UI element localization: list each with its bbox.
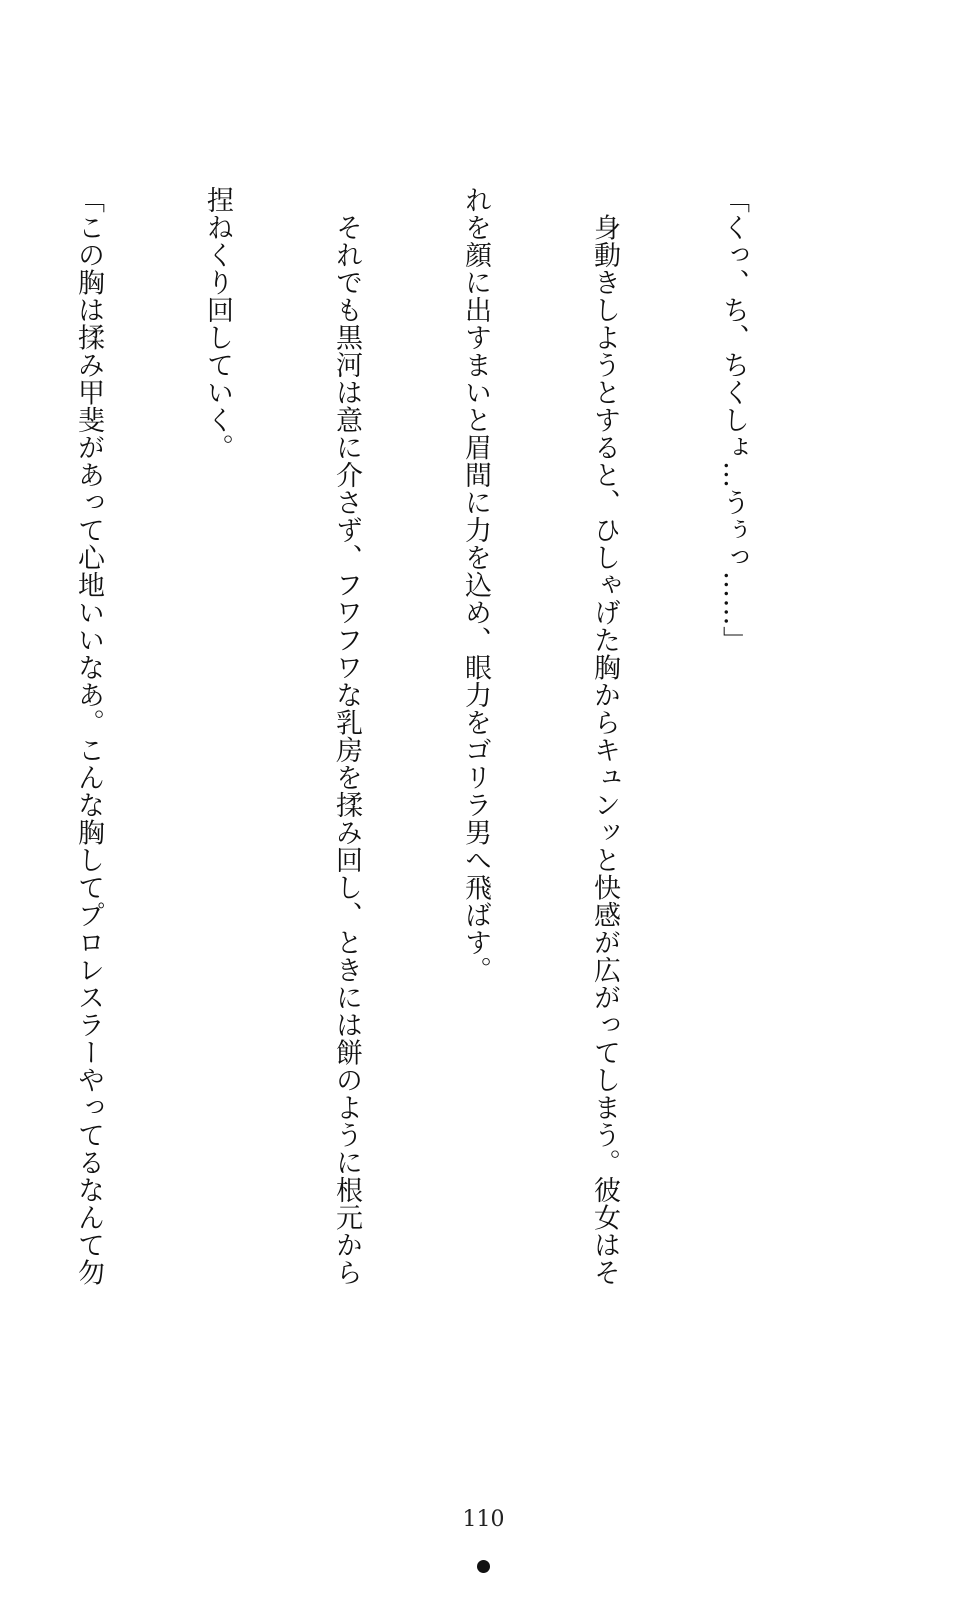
text-line: 「くっ、ち、ちくしょ…うぅっ……」 [718,186,749,654]
text-line: 身動きしようとすると、ひしゃげた胸からキュンッと快感が広がってしまう。彼女はそ [589,186,620,1286]
text-line: れを顔に出すまいと眉間に力を込め、眼力をゴリラ男へ飛ばす。 [460,186,491,984]
text-line: 「この胸は揉み甲斐があって心地いいなあ。こんな胸してプロレスラーやってるなんて勿 [73,186,104,1286]
body-text [0,186,841,1306]
text-line: 捏ねくり回していく。 [202,186,233,461]
text-line: それでも黒河は意に介さず、フワフワな乳房を揉み回し、ときには餅のように根元から [331,186,362,1286]
page-number: 110 [462,1507,505,1532]
page-marker-dot [477,1560,490,1573]
